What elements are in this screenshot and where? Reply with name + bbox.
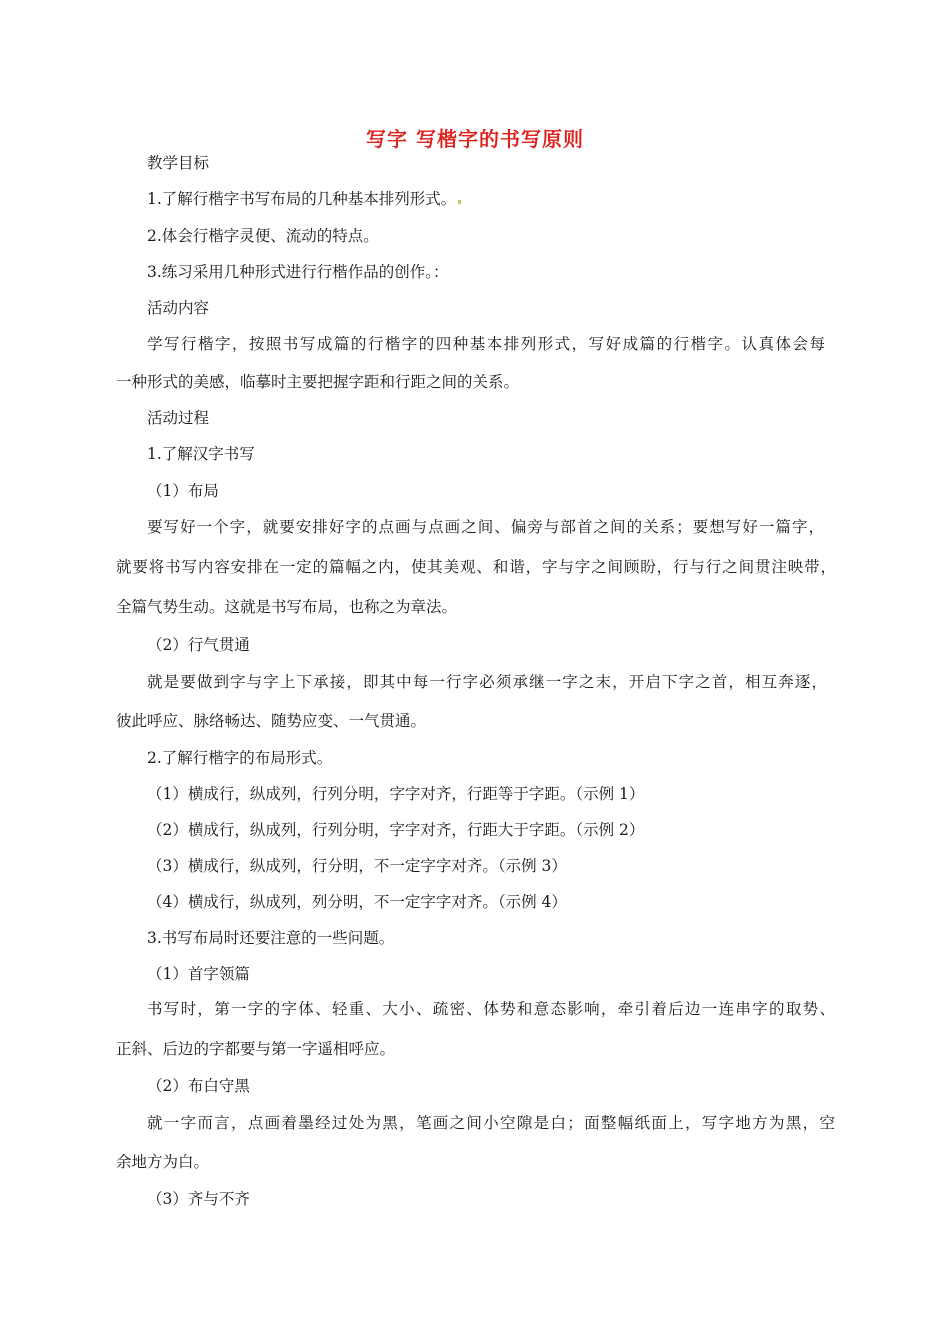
list-heading: 3.书写布局时还要注意的一些问题。 xyxy=(147,929,395,947)
paragraph-line: 全篇气势生动。这就是书写布局，也称之为章法。 xyxy=(116,598,458,616)
paragraph-line: 就是要做到字与字上下承接，即其中每一行字必须承继一字之末，开启下字之首，相互奔逐， xyxy=(147,673,827,691)
list-item: （2）横成行，纵成列，行列分明，字字对齐，行距大于字距。（示例 2） xyxy=(147,821,645,839)
paragraph-line: 余地方为白。 xyxy=(116,1153,210,1171)
sub-heading: （1）首字领篇 xyxy=(147,965,250,983)
paragraph-line: 要写好一个字，就要安排好字的点画与点画之间、偏旁与部首之间的关系；要想写好一篇字， xyxy=(147,518,824,536)
paragraph-line: 学写行楷字，按照书写成篇的行楷字的四种基本排列形式，写好成篇的行楷字。认真体会每 xyxy=(147,335,825,353)
objective-item-2: 2.体会行楷字灵便、流动的特点。 xyxy=(147,227,379,245)
paragraph-line: 书写时，第一字的字体、轻重、大小、疏密、体势和意态影响，牵引着后边一连串字的取势、 xyxy=(147,1000,835,1018)
section-heading-objectives: 教学目标 xyxy=(147,154,210,172)
section-heading-process: 活动过程 xyxy=(147,409,210,427)
objective-item-1: 1.了解行楷字书写布局的几种基本排列形式。 xyxy=(147,188,461,210)
section-heading-content: 活动内容 xyxy=(147,299,210,317)
paragraph-line: 彼此呼应、脉络畅达、随势应变、一气贯通。 xyxy=(116,712,427,730)
sub-heading: （2）布白守黑 xyxy=(147,1077,250,1095)
sub-heading: （3）齐与不齐 xyxy=(147,1190,250,1208)
scan-mark xyxy=(458,200,461,204)
list-item: （4）横成行，纵成列，列分明，不一定字字对齐。（示例 4） xyxy=(147,893,567,911)
paragraph-line: 就要将书写内容安排在一定的篇幅之内，使其美观、和谐，字与字之间顾盼，行与行之间贯注映带， xyxy=(116,558,836,576)
sub-heading: （1）布局 xyxy=(147,482,219,500)
list-item: （1）横成行，纵成列，行列分明，字字对齐，行距等于字距。（示例 1） xyxy=(147,785,645,803)
list-heading: 1.了解汉字书写 xyxy=(147,445,255,463)
list-item: （3）横成行，纵成列，行分明，不一定字字对齐。（示例 3） xyxy=(147,857,567,875)
list-heading: 2.了解行楷字的布局形式。 xyxy=(147,749,333,767)
objective-item-3: 3.练习采用几种形式进行行楷作品的创作。： xyxy=(147,263,449,281)
sub-heading: （2）行气贯通 xyxy=(147,636,250,654)
paragraph-line: 正斜、后边的字都要与第一字遥相呼应。 xyxy=(116,1040,396,1058)
paragraph-line: 就一字而言，点画着墨经过处为黑，笔画之间小空隙是白；面整幅纸面上，写字地方为黑，空 xyxy=(147,1114,835,1132)
paragraph-line: 一种形式的美感，临摹时主要把握字距和行距之间的关系。 xyxy=(116,373,520,391)
document-title: 写字 写楷字的书写原则 xyxy=(366,127,584,151)
